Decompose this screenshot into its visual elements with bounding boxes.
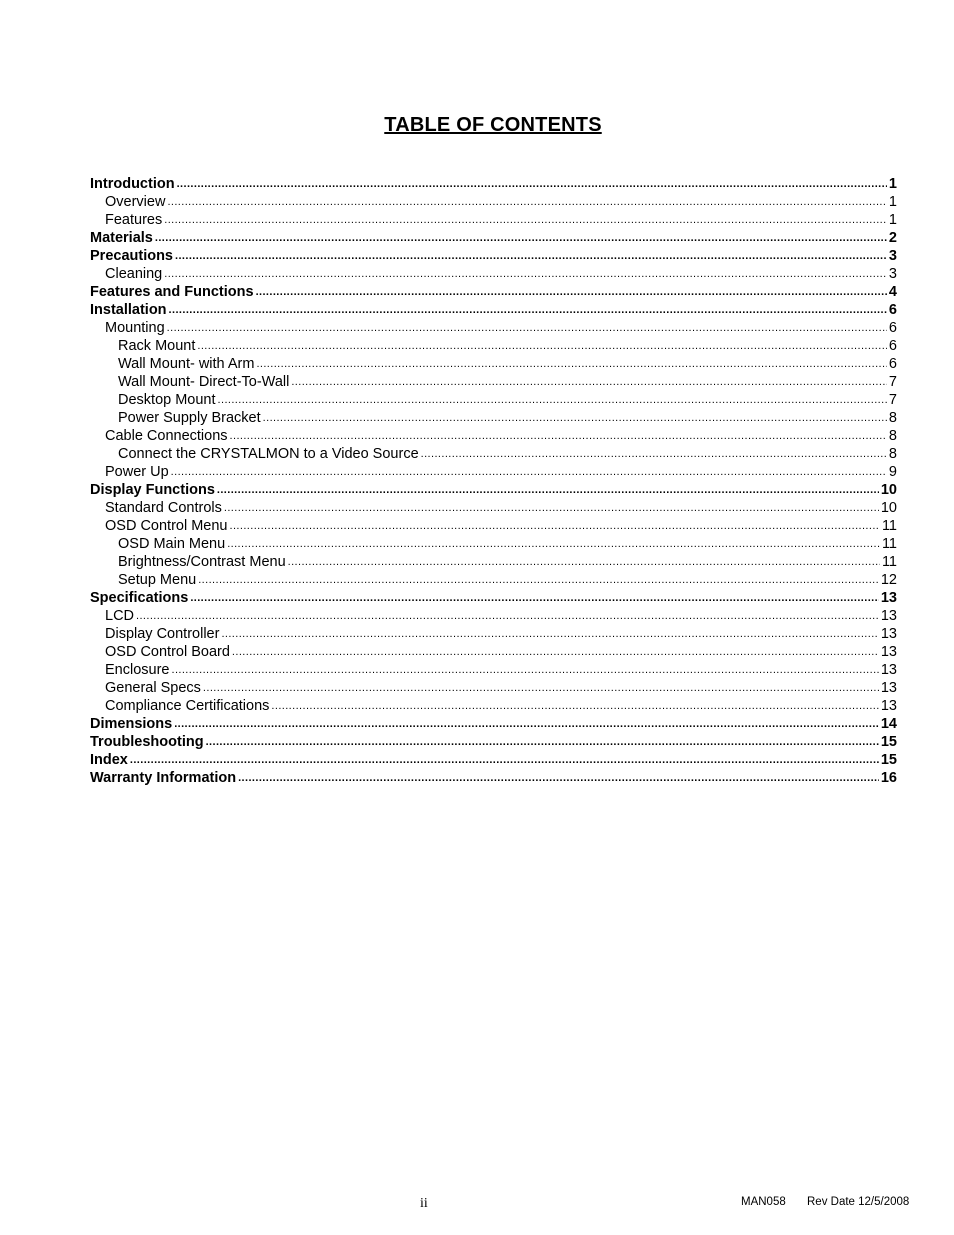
- footer-document-id: MAN058: [741, 1196, 786, 1208]
- toc-dot-leader: [136, 606, 879, 625]
- toc-dot-leader: [271, 696, 878, 715]
- toc-entry-page-number: 6: [888, 356, 897, 372]
- toc-entry-label: LCD: [105, 608, 135, 624]
- toc-entry-label: Brightness/Contrast Menu: [118, 554, 286, 570]
- toc-entry-page-number: 13: [880, 590, 897, 606]
- toc-entry[interactable]: [90, 571, 897, 589]
- toc-entry[interactable]: [90, 733, 897, 751]
- toc-entry-label: Cleaning: [105, 266, 163, 282]
- toc-entry-page-number: 8: [888, 410, 897, 426]
- toc-entry-page-number: 1: [888, 212, 897, 228]
- toc-entry[interactable]: [90, 481, 897, 499]
- toc-entry[interactable]: [90, 553, 897, 571]
- toc-dot-leader: [221, 624, 878, 643]
- toc-entry[interactable]: [90, 715, 897, 733]
- toc-dot-leader: [171, 462, 887, 481]
- toc-entry-page-number: 16: [880, 770, 897, 786]
- toc-dot-leader: [203, 678, 879, 697]
- toc-entry-page-number: 7: [888, 392, 897, 408]
- toc-entry-label: Troubleshooting: [90, 734, 204, 750]
- toc-entry-page-number: 6: [888, 320, 897, 336]
- toc-entry-page-number: 9: [888, 464, 897, 480]
- toc-entry-page-number: 13: [880, 698, 897, 714]
- toc-entry[interactable]: [90, 247, 897, 265]
- toc-entry-page-number: 1: [888, 194, 897, 210]
- toc-entry-label: Precautions: [90, 248, 173, 264]
- toc-entry[interactable]: [90, 463, 897, 481]
- toc-entry-label: Features: [105, 212, 163, 228]
- toc-dot-leader: [263, 408, 887, 427]
- toc-entry-label: Specifications: [90, 590, 189, 606]
- toc-entry[interactable]: [90, 337, 897, 355]
- toc-entry[interactable]: [90, 373, 897, 391]
- toc-entry-label: Cable Connections: [105, 428, 228, 444]
- toc-dot-leader: [167, 192, 886, 211]
- toc-dot-leader: [169, 300, 887, 319]
- toc-entry-page-number: 11: [881, 536, 897, 552]
- toc-dot-leader: [175, 246, 887, 265]
- toc-entry-label: Display Functions: [90, 482, 215, 498]
- toc-entry[interactable]: [90, 229, 897, 247]
- toc-dot-leader: [421, 444, 887, 463]
- toc-entry[interactable]: [90, 283, 897, 301]
- toc-entry-label: Installation: [90, 302, 167, 318]
- toc-entry-label: Enclosure: [105, 662, 170, 678]
- toc-entry-label: Mounting: [105, 320, 165, 336]
- toc-dot-leader: [167, 318, 887, 337]
- toc-entry[interactable]: [90, 355, 897, 373]
- toc-entry-label: Desktop Mount: [118, 392, 216, 408]
- toc-entry[interactable]: [90, 589, 897, 607]
- toc-entry-page-number: 7: [888, 374, 897, 390]
- toc-entry[interactable]: [90, 517, 897, 535]
- table-of-contents: [90, 175, 897, 787]
- toc-entry-page-number: 13: [880, 644, 897, 660]
- toc-entry-label: OSD Control Board: [105, 644, 230, 660]
- toc-entry[interactable]: [90, 319, 897, 337]
- toc-dot-leader: [206, 732, 879, 751]
- toc-entry-page-number: 13: [880, 626, 897, 642]
- toc-entry[interactable]: [90, 661, 897, 679]
- toc-entry[interactable]: [90, 535, 897, 553]
- toc-entry-label: Setup Menu: [118, 572, 197, 588]
- toc-entry-label: Power Supply Bracket: [118, 410, 261, 426]
- toc-entry[interactable]: [90, 643, 897, 661]
- toc-dot-leader: [155, 228, 887, 247]
- toc-entry-label: Compliance Certifications: [105, 698, 270, 714]
- toc-dot-leader: [256, 354, 886, 373]
- toc-dot-leader: [174, 714, 879, 733]
- toc-entry-label: Connect the CRYSTALMON to a Video Source: [118, 446, 419, 462]
- toc-dot-leader: [190, 588, 879, 607]
- toc-dot-leader: [171, 660, 878, 679]
- toc-dot-leader: [288, 552, 880, 571]
- toc-entry-page-number: 14: [880, 716, 897, 732]
- page-title: TABLE OF CONTENTS: [384, 114, 602, 136]
- toc-dot-leader: [256, 282, 887, 301]
- toc-entry-label: OSD Control Menu: [105, 518, 228, 534]
- toc-entry-label: Wall Mount- Direct-To-Wall: [118, 374, 290, 390]
- toc-entry-page-number: 13: [880, 662, 897, 678]
- toc-entry-page-number: 3: [888, 266, 897, 282]
- toc-entry-label: Overview: [105, 194, 166, 210]
- toc-entry-page-number: 10: [880, 482, 897, 498]
- toc-entry-label: Index: [90, 752, 128, 768]
- toc-entry[interactable]: [90, 301, 897, 319]
- toc-entry[interactable]: [90, 391, 897, 409]
- toc-dot-leader: [218, 390, 887, 409]
- toc-dot-leader: [197, 336, 887, 355]
- toc-entry-page-number: 11: [881, 554, 897, 570]
- toc-entry-label: General Specs: [105, 680, 201, 696]
- toc-dot-leader: [238, 768, 879, 787]
- toc-dot-leader: [230, 426, 887, 445]
- toc-entry-page-number: 11: [881, 518, 897, 534]
- toc-entry[interactable]: [90, 697, 897, 715]
- toc-entry-page-number: 15: [880, 734, 897, 750]
- toc-dot-leader: [177, 174, 887, 193]
- toc-entry[interactable]: [90, 499, 897, 517]
- footer-page-number: ii: [420, 1196, 428, 1211]
- toc-entry-label: Introduction: [90, 176, 175, 192]
- toc-entry-page-number: 4: [888, 284, 897, 300]
- toc-entry-label: OSD Main Menu: [118, 536, 226, 552]
- toc-dot-leader: [291, 372, 887, 391]
- toc-entry[interactable]: [90, 679, 897, 697]
- toc-dot-leader: [164, 264, 887, 283]
- toc-entry-page-number: 8: [888, 446, 897, 462]
- toc-dot-leader: [130, 750, 879, 769]
- toc-entry-page-number: 6: [888, 302, 897, 318]
- toc-entry-label: Materials: [90, 230, 153, 246]
- toc-dot-leader: [224, 498, 879, 517]
- toc-entry-page-number: 3: [888, 248, 897, 264]
- toc-entry[interactable]: [90, 193, 897, 211]
- toc-dot-leader: [217, 480, 879, 499]
- toc-entry-page-number: 13: [880, 608, 897, 624]
- toc-dot-leader: [198, 570, 879, 589]
- toc-entry-page-number: 12: [880, 572, 897, 588]
- toc-dot-leader: [164, 210, 887, 229]
- toc-entry[interactable]: [90, 769, 897, 787]
- toc-entry-label: Features and Functions: [90, 284, 254, 300]
- toc-entry[interactable]: [90, 427, 897, 445]
- toc-entry-page-number: 10: [880, 500, 897, 516]
- toc-entry-page-number: 2: [888, 230, 897, 246]
- toc-entry-page-number: 1: [888, 176, 897, 192]
- toc-entry-label: Standard Controls: [105, 500, 222, 516]
- toc-entry[interactable]: [90, 625, 897, 643]
- toc-entry-page-number: 13: [880, 680, 897, 696]
- toc-entry-label: Warranty Information: [90, 770, 237, 786]
- toc-entry[interactable]: [90, 409, 897, 427]
- toc-dot-leader: [232, 642, 879, 661]
- toc-entry-page-number: 15: [880, 752, 897, 768]
- toc-entry[interactable]: [90, 211, 897, 229]
- toc-entry[interactable]: [90, 751, 897, 769]
- toc-dot-leader: [227, 534, 880, 553]
- toc-entry[interactable]: [90, 175, 897, 193]
- toc-dot-leader: [230, 516, 880, 535]
- footer-revision-date: Rev Date 12/5/2008: [807, 1196, 910, 1208]
- toc-entry-label: Display Controller: [105, 626, 220, 642]
- toc-entry-label: Rack Mount: [118, 338, 196, 354]
- toc-entry-page-number: 6: [888, 338, 897, 354]
- toc-entry[interactable]: [90, 607, 897, 625]
- toc-entry-page-number: 8: [888, 428, 897, 444]
- toc-entry-label: Wall Mount- with Arm: [118, 356, 255, 372]
- toc-entry-label: Dimensions: [90, 716, 173, 732]
- toc-entry[interactable]: [90, 445, 897, 463]
- toc-entry[interactable]: [90, 265, 897, 283]
- toc-entry-label: Power Up: [105, 464, 169, 480]
